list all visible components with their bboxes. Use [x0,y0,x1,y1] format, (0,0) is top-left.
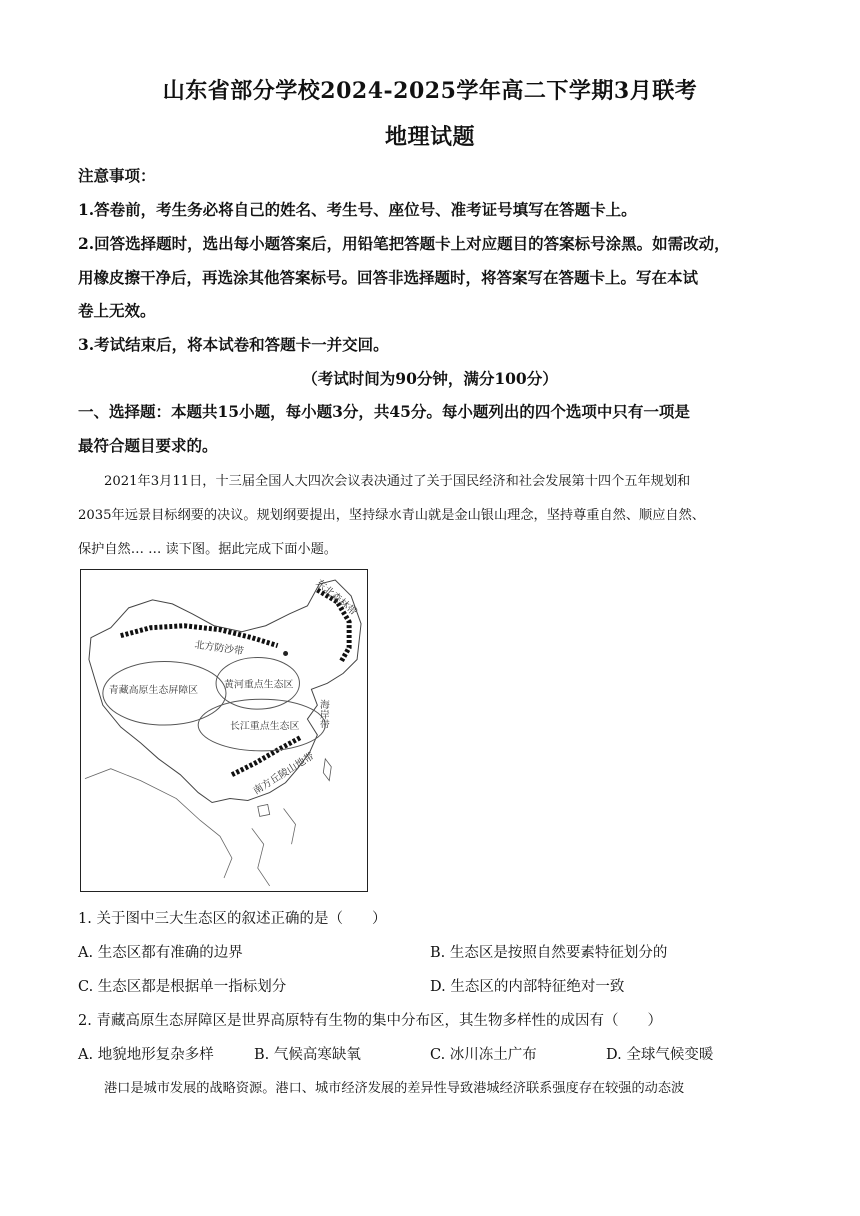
q1-option-c: C. 生态区都是根据单一指标划分 [78,979,287,995]
passage-2-line-1: 港口是城市发展的战略资源。港口、城市经济发展的差异性导致港城经济联系强度存在较强的动态波 [104,1081,685,1096]
label-qinghai-tibet: 青藏高原生态屏障区 [108,685,199,697]
label-yellow-river: 黄河重点生态区 [223,679,294,691]
notice-item-1: 1.答卷前，考生务必将自己的姓名、考生号、座位号、准考证号填写在答题卡上。 [78,200,637,219]
exam-title: 山东省部分学校2024-2025学年高二下学期3月联考 [162,78,698,104]
label-south-hill: 南方丘陵山地带 [251,750,317,798]
q1-option-b: B. 生态区是按照自然要素特征划分的 [430,945,668,961]
exam-subject: 地理试题 [384,124,475,150]
q1-stem: 1. 关于图中三大生态区的叙述正确的是（ ） [78,911,387,927]
q1-option-d: D. 生态区的内部特征绝对一致 [430,979,625,995]
q1-option-a: A. 生态区都有准确的边界 [78,945,243,961]
q2-option-a: A. 地貌地形复杂多样 [78,1047,214,1063]
passage-1-line-3: 保护自然… … 读下图。据此完成下面小题。 [78,542,337,557]
q2-stem: 2. 青藏高原生态屏障区是世界高原特有生物的集中分布区，其生物多样性的成因有（ ） [78,1013,662,1029]
notice-item-3: 3.考试结束后，将本试卷和答题卡一并交回。 [78,335,389,354]
q2-option-d: D. 全球气候变暖 [606,1047,714,1063]
label-north-sand: 北方防沙带 [193,639,245,658]
map-svg [81,570,367,891]
label-northeast-forest: 东北森林带 [313,577,359,619]
exam-time: （考试时间为90分钟，满分100分） [302,369,558,388]
notice-item-2-line-2: 用橡皮擦干净后，再选涂其他答案标号。回答非选择题时，将答案写在答题卡上。写在本试 [78,268,699,287]
passage-1-line-2: 2035年远景目标纲要的决议。规划纲要提出，坚持绿水青山就是金山银山理念，坚持尊重自然、顺应自然、 [78,508,705,523]
taiwan-island [323,759,331,781]
beijing-star-icon [283,651,288,656]
q2-option-b: B. 气候高寒缺氧 [254,1047,361,1063]
section-heading-line-1: 一、选择题：本题共15小题，每小题3分，共45分。每小题列出的四个选项中只有一项是 [78,402,690,421]
q2-option-c: C. 冰川冻土广布 [430,1047,537,1063]
hainan-island [258,804,270,816]
notice-heading: 注意事项： [78,166,156,185]
notice-item-2-line-3: 卷上无效。 [78,301,156,320]
notice-item-2-line-1: 2.回答选择题时，选出每小题答案后，用铅笔把答题卡上对应题目的答案标号涂黑。如需改动， [78,234,730,253]
section-heading-line-2: 最符合题目要求的。 [78,436,218,455]
label-yangtze-river: 长江重点生态区 [229,721,300,733]
ecological-zones-map [80,569,368,892]
label-coast: 海岸带 [317,699,329,730]
passage-1-line-1: 2021年3月11日，十三届全国人大四次会议表决通过了关于国民经济和社会发展第十四个五年规划和 [104,474,691,489]
